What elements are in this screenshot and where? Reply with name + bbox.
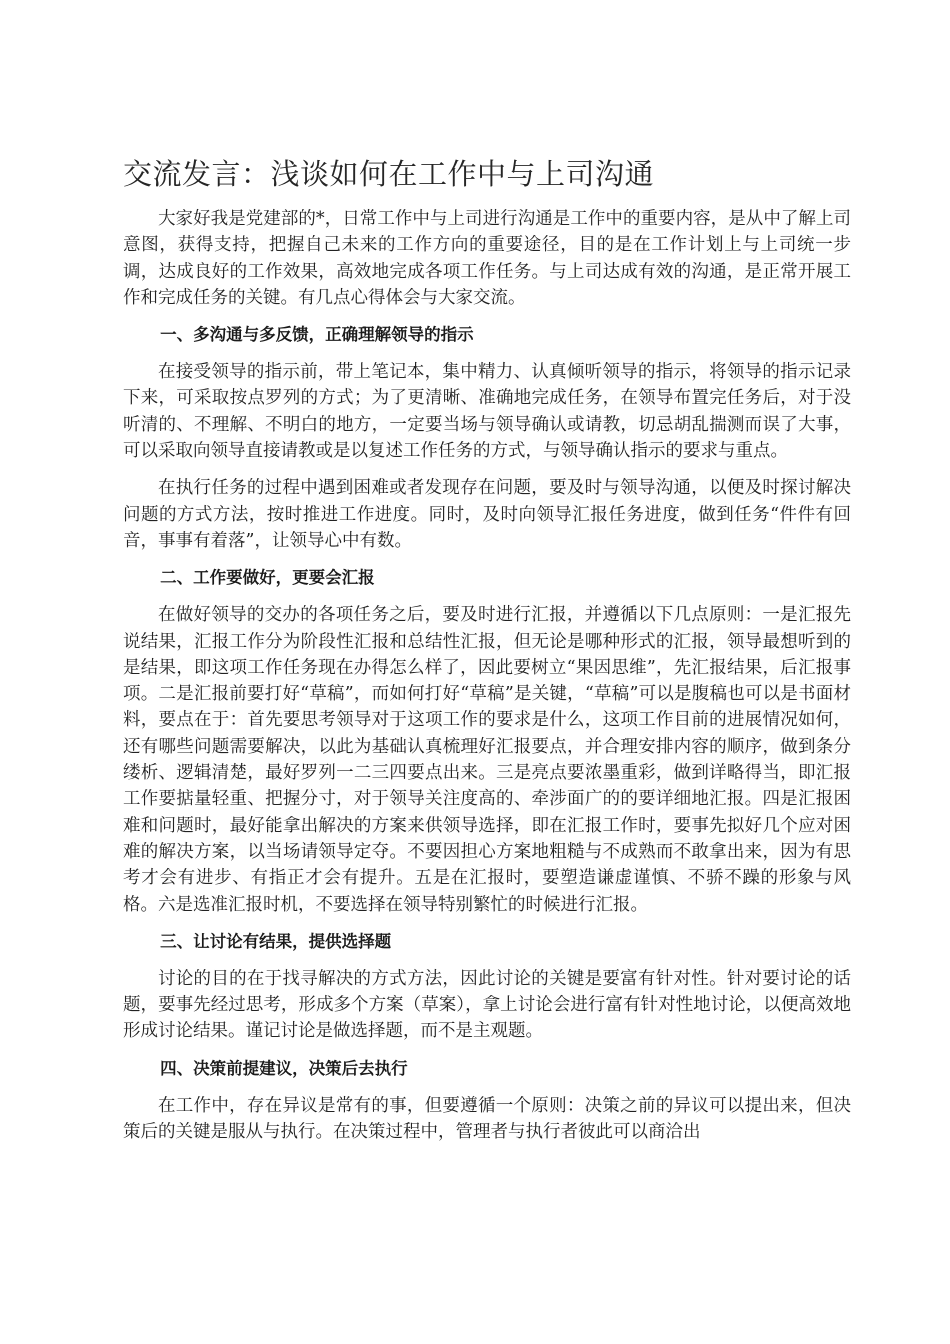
- body-paragraph: 讨论的目的在于找寻解决的方式方法，因此讨论的关键是要富有针对性。针对要讨论的话题，要事先经过思考，形成多个方案（草案），拿上讨论会进行富有针对性地讨论，以便高效地形成讨论结果。谨记讨论是做选择题，而不是主观题。: [123, 968, 851, 1042]
- section-heading-2: 二、工作要做好，更要会汇报: [160, 568, 375, 588]
- intro-paragraph: 大家好我是党建部的*，日常工作中与上司进行沟通是工作中的重要内容，是从中了解上司意图，获得支持，把握自己未来的工作方向的重要途径，目的是在工作计划上与上司统一步调，达成良好的工作效果，高效地完成各项工作任务。与上司达成有效的沟通，是正常开展工作和完成任务的关键。有几点心得体会与大家交流。: [123, 209, 851, 308]
- body-paragraph: 在做好领导的交办的各项任务之后，要及时进行汇报，并遵循以下几点原则：一是汇报先说结果，汇报工作分为阶段性汇报和总结性汇报，但无论是哪种形式的汇报，领导最想听到的是结果，即这项工作任务现在办得怎么样了，因此要树立“果因思维”，先汇报结果，后汇报事项。二是汇报前要打好“草稿”，而如何打好“草稿”是关键，“草稿”可以是腹稿也可以是书面材料，要点在于：首先要思考领导对于这项工作的要求是什么，这项工作目前的进展情况如何，还有哪些问题需要解决，以此为基础认真梳理好汇报要点，并合理安排内容的顺序，做到条分缕析、逻辑清楚，最好罗列一二三四要点出来。三是亮点要浓墨重彩，做到详略得当，即汇报工作要掂量轻重、把握分寸，对于领导关注度高的、牵涉面广的的要详细地汇报。四是汇报困难和问题时，最好能拿出解决的方案来供领导选择，即在汇报工作时，要事先拟好几个应对困难的解决方案，以当场请领导定夺。不要因担心方案地粗糙与不成熟而不敢拿出来，因为有思考才会有进步、有指正才会有提升。五是在汇报时，要塑造谦虚谨慎、不骄不躁的形象与风格。六是选准汇报时机，不要选择在领导特别繁忙的时候进行汇报。: [123, 605, 851, 915]
- document-title: 交流发言：浅谈如何在工作中与上司沟通: [123, 157, 655, 191]
- body-paragraph: 在执行任务的过程中遇到困难或者发现存在问题，要及时与领导沟通，以便及时探讨解决问题的方式方法，按时推进工作进度。同时，及时向领导汇报任务进度，做到任务“件件有回音，事事有着落”，让领导心中有数。: [123, 478, 851, 551]
- section-heading-1: 一、多沟通与多反馈，正确理解领导的指示: [160, 325, 474, 345]
- document-body: [123, 206, 851, 1156]
- body-paragraph: 在工作中，存在异议是常有的事，但要遵循一个原则：决策之前的异议可以提出来，但决策后的关键是服从与执行。在决策过程中，管理者与执行者彼此可以商洽出: [123, 1095, 851, 1143]
- section-heading-3: 三、让讨论有结果，提供选择题: [160, 931, 392, 951]
- section-heading-4: 四、决策前提建议，决策后去执行: [160, 1058, 408, 1078]
- body-paragraph: 在接受领导的指示前，带上笔记本，集中精力、认真倾听领导的指示，将领导的指示记录下来，可采取按点罗列的方式；为了更清晰、准确地完成任务，在领导布置完任务后，对于没听清的、不理解、不明白的地方，一定要当场与领导确认或请教，切忌胡乱揣测而误了大事，可以采取向领导直接请教或是以复述工作任务的方式，与领导确认指示的要求与重点。: [123, 362, 851, 462]
